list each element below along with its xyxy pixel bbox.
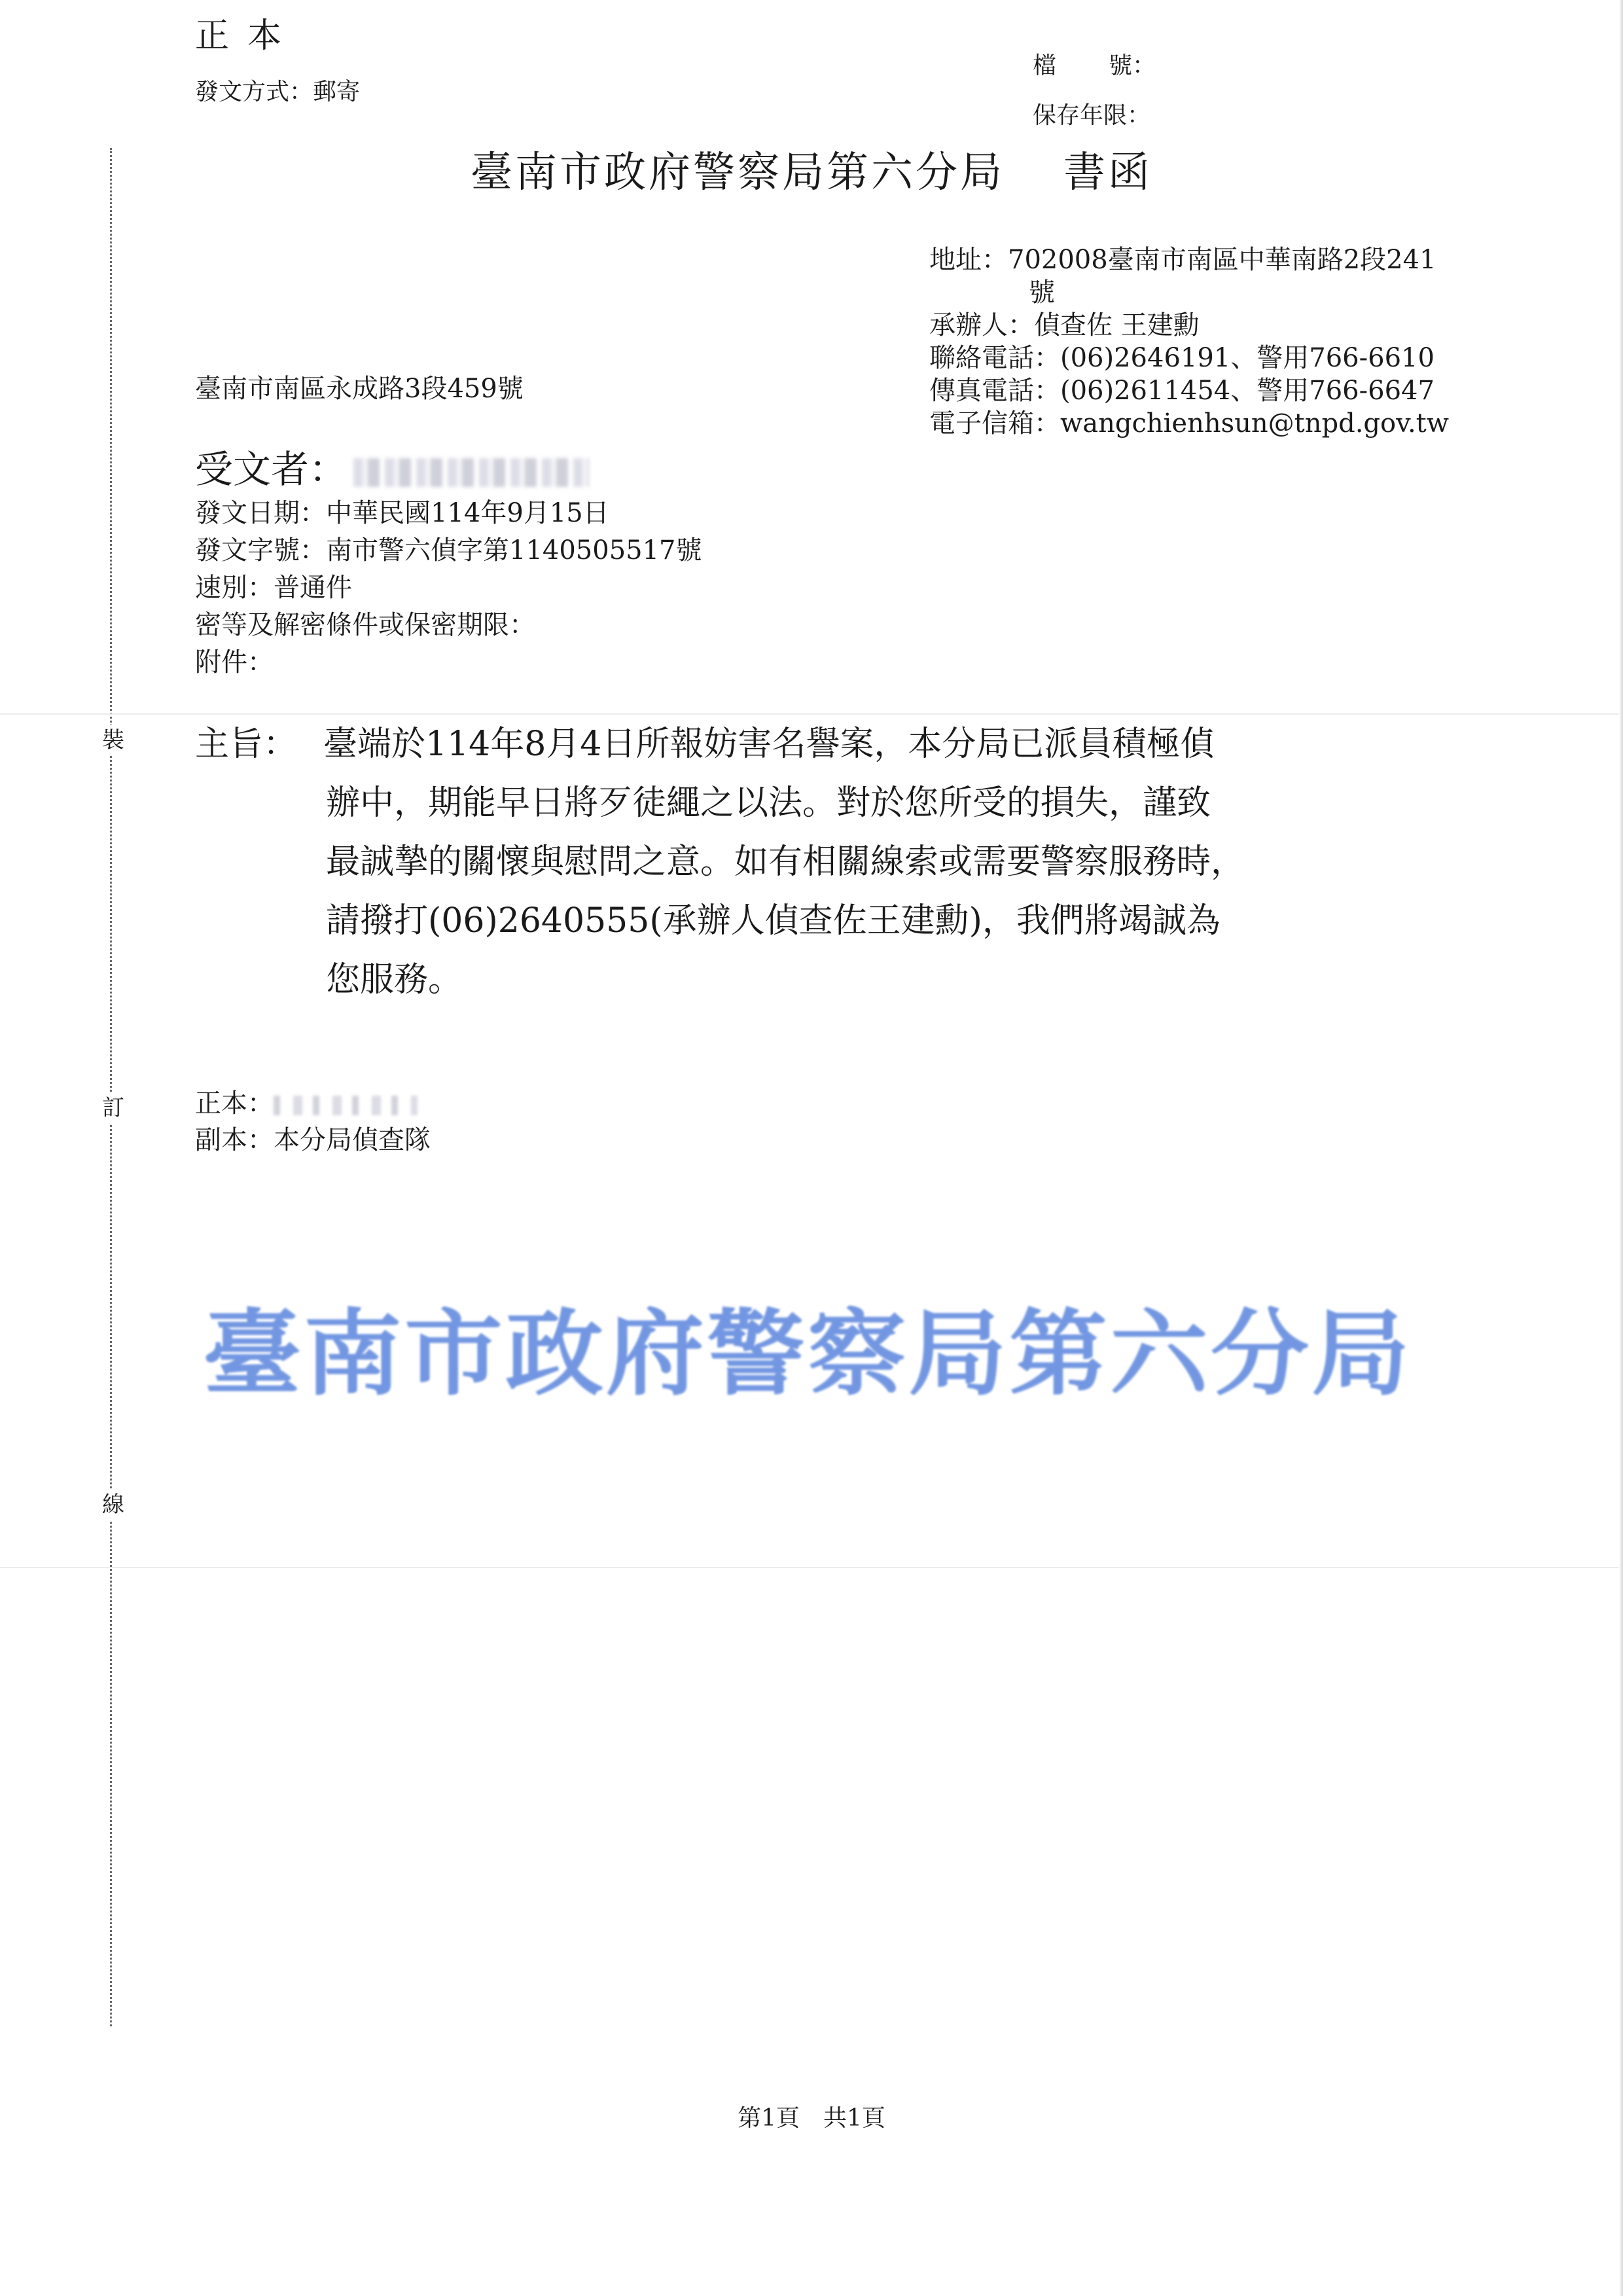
- handler: 承辦人：偵查佐 王建勳: [929, 310, 1200, 340]
- binding-dotted-line: [110, 148, 112, 2026]
- file-number-label-suffix: 號：: [1109, 52, 1156, 79]
- file-number-field: [1033, 47, 1156, 81]
- subject-line: 請撥打(06)2640555(承辦人偵查佐王建勳)，我們將竭誠為: [326, 901, 1221, 941]
- sender-address: 地址：702008臺南市南區中華南路2段241: [929, 245, 1436, 275]
- subject-line: 最誠摯的關懷與慰問之意。如有相關線索或需要警察服務時，: [326, 842, 1245, 882]
- file-number-label: 檔: [1033, 52, 1057, 79]
- official-seal-stamp: 臺南市政府警察局第六分局: [203, 1300, 1413, 1408]
- page-number: [0, 2100, 1623, 2133]
- document-title: [0, 139, 1623, 199]
- delivery-speed: 速別：普通件: [195, 573, 352, 603]
- document-type: 書函: [1063, 149, 1152, 197]
- page-total: 共1頁: [823, 2105, 885, 2132]
- retention-field: 保存年限：: [1033, 102, 1151, 129]
- page-edge-shadow: [1619, 0, 1623, 2296]
- subject-line: 辦中，期能早日將歹徒繩之以法。對於您所受的損失，謹致: [326, 783, 1211, 823]
- subject-label: 主旨：: [195, 725, 298, 764]
- secrecy-level: 密等及解密條件或保密期限：: [195, 610, 535, 640]
- original-recipient: [195, 1085, 431, 1122]
- distribution-list: [195, 1085, 431, 1158]
- subject-line: 臺端於114年8月4日所報妨害名譽案，本分局已派員積極偵: [323, 725, 1215, 764]
- subject-body: [323, 715, 1517, 1009]
- sender-contact-block: [929, 243, 1449, 440]
- recipient-field: [195, 439, 589, 493]
- issue-date: 發文日期：中華民國114年9月15日: [195, 498, 609, 528]
- document-meta: [195, 495, 702, 681]
- issuing-organization: 臺南市政府警察局第六分局: [471, 149, 1005, 197]
- duplicate-recipient: 副本：本分局偵查隊: [195, 1125, 431, 1155]
- recipient-label: 受文者：: [195, 447, 348, 492]
- document-number: 發文字號：南市警六偵字第1140505517號: [195, 535, 702, 565]
- fax-number: 傳真電話：(06)2611454、警用766-6647: [929, 376, 1435, 406]
- sender-address-continued: 號: [1029, 278, 1055, 308]
- copy-label: 正本: [195, 16, 300, 56]
- binding-mark-xian: 線: [102, 1490, 124, 1520]
- contact-phone: 聯絡電話：(06)2646191、警用766-6610: [929, 343, 1435, 373]
- fold-line: [0, 1567, 1623, 1568]
- binding-mark-zhuang: 裝: [102, 725, 124, 755]
- redacted-recipient-name: [353, 458, 589, 487]
- binding-mark-ding: 訂: [102, 1093, 124, 1123]
- original-label: 正本：: [195, 1088, 274, 1119]
- subject-line: 您服務。: [326, 960, 463, 999]
- recipient-address: 臺南市南區永成路3段459號: [195, 374, 524, 404]
- attachment: 附件：: [195, 647, 274, 677]
- send-method: 發文方式：郵寄: [195, 79, 361, 105]
- redacted-original-recipient: [274, 1096, 418, 1115]
- page-current: 第1頁: [738, 2105, 800, 2132]
- email-address: 電子信箱：wangchienhsun@tnpd.gov.tw: [929, 408, 1449, 439]
